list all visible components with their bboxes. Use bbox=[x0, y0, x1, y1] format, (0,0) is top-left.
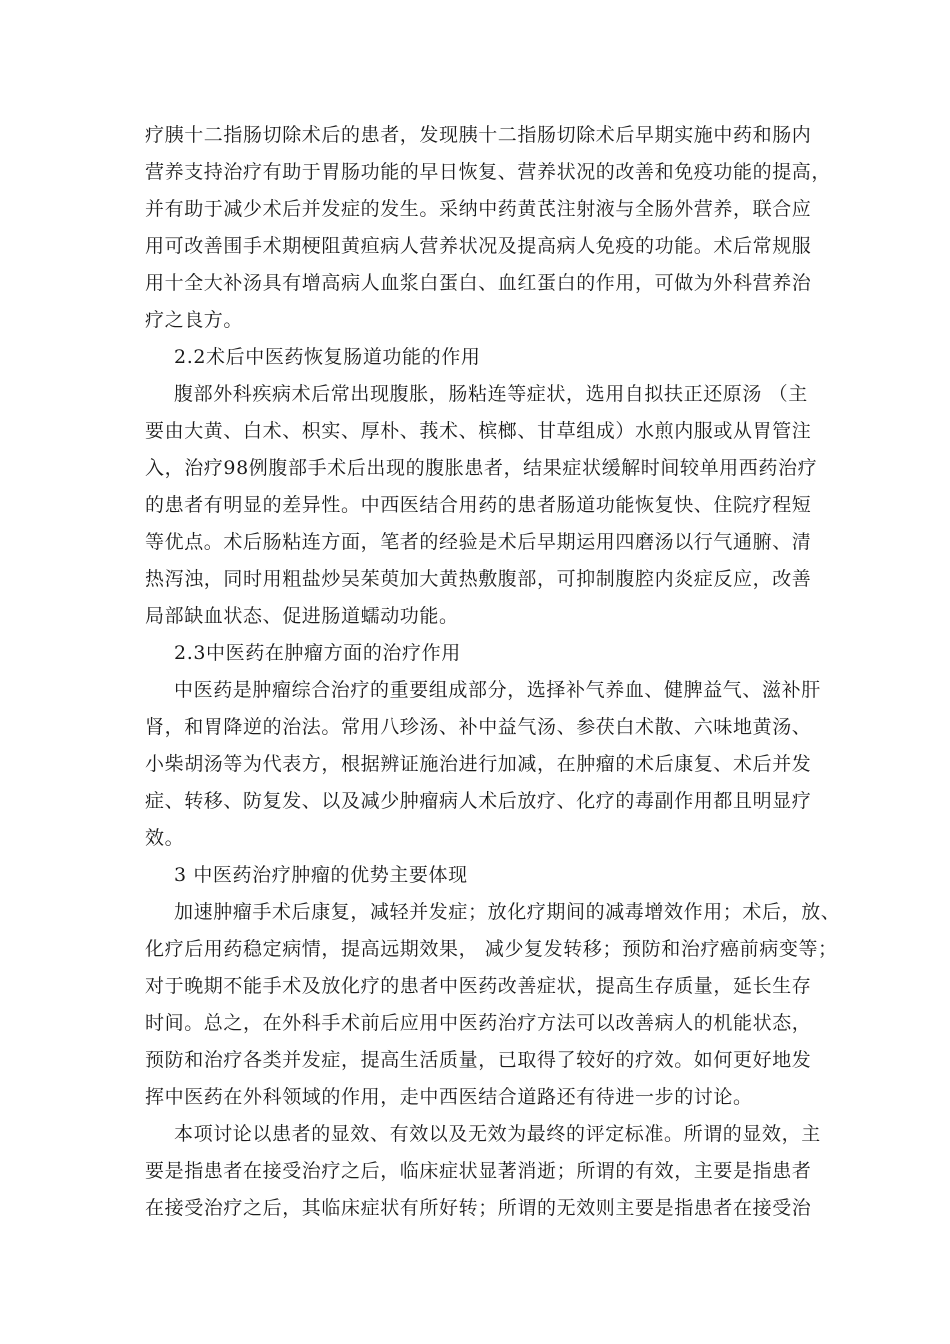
section-heading: 2.2术后中医药恢复肠道功能的作用 bbox=[174, 346, 481, 368]
body-text-line: 营养支持治疗有助于胃肠功能的早日恢复、营养状况的改善和免疫功能的提高， bbox=[145, 161, 832, 183]
body-text-line: 的患者有明显的差异性。中西医结合用药的患者肠道功能恢复快、住院疗程短 bbox=[145, 494, 812, 516]
body-text-line: 化疗后用药稳定病情，提高远期效果， 减少复发转移；预防和治疗癌前病变等； bbox=[145, 938, 838, 960]
body-text-line: 要是指患者在接受治疗之后，临床症状显著消逝；所谓的有效，主要是指患者 bbox=[145, 1160, 812, 1182]
body-text-line: 中医药是肿瘤综合治疗的重要组成部分，选择补气养血、健脾益气、滋补肝 bbox=[174, 679, 821, 701]
body-text-line: 并有助于减少术后并发症的发生。采纳中药黄芪注射液与全肠外营养，联合应 bbox=[145, 198, 812, 220]
body-text-line: 效。 bbox=[145, 827, 185, 849]
body-text-line: 用可改善围手术期梗阻黄疸病人营养状况及提高病人免疫的功能。术后常规服 bbox=[145, 235, 812, 257]
body-text-line: 疗胰十二指肠切除术后的患者，发现胰十二指肠切除术后早期实施中药和肠内 bbox=[145, 124, 812, 146]
body-text-line: 加速肿瘤手术后康复，减轻并发症；放化疗期间的减毒增效作用；术后，放、 bbox=[174, 901, 841, 923]
body-text-line: 用十全大补汤具有增高病人血浆白蛋白、血红蛋白的作用，可做为外科营养治 bbox=[145, 272, 812, 294]
body-text-line: 小柴胡汤等为代表方，根据辨证施治进行加减，在肿瘤的术后康复、术后并发 bbox=[145, 753, 812, 775]
body-text-line: 肾，和胃降逆的治法。常用八珍汤、补中益气汤、参茯白术散、六味地黄汤、 bbox=[145, 716, 812, 738]
body-text-line: 入，治疗98例腹部手术后出现的腹胀患者，结果症状缓解时间较单用西药治疗 bbox=[145, 457, 818, 479]
section-heading: 3 中医药治疗肿瘤的优势主要体现 bbox=[174, 864, 468, 886]
body-text-line: 疗之良方。 bbox=[145, 309, 244, 331]
body-text-line: 时间。总之，在外科手术前后应用中医药治疗方法可以改善病人的机能状态， bbox=[145, 1012, 812, 1034]
body-text-line: 要由大黄、白术、枳实、厚朴、莪术、槟榔、甘草组成）水煎内服或从胃管注 bbox=[145, 420, 812, 442]
body-text-line: 在接受治疗之后，其临床症状有所好转；所谓的无效则主要是指患者在接受治 bbox=[145, 1197, 812, 1219]
body-text-line: 局部缺血状态、促进肠道蠕动功能。 bbox=[145, 605, 459, 627]
body-text-line: 腹部外科疾病术后常出现腹胀，肠粘连等症状，选用自拟扶正还原汤 （主 bbox=[174, 383, 808, 405]
section-heading: 2.3中医药在肿瘤方面的治疗作用 bbox=[174, 642, 461, 664]
body-text-line: 症、转移、防复发、以及减少肿瘤病人术后放疗、化疗的毒副作用都且明显疗 bbox=[145, 790, 812, 812]
body-text-line: 等优点。术后肠粘连方面，笔者的经验是术后早期运用四磨汤以行气通腑、清 bbox=[145, 531, 812, 553]
body-text-line: 本项讨论以患者的显效、有效以及无效为最终的评定标准。所谓的显效，主 bbox=[174, 1123, 821, 1145]
body-text-line: 热泻浊，同时用粗盐炒吴茱萸加大黄热敷腹部，可抑制腹腔内炎症反应，改善 bbox=[145, 568, 812, 590]
body-text-line: 挥中医药在外科领域的作用，走中西医结合道路还有待进一步的讨论。 bbox=[145, 1086, 753, 1108]
body-text-line: 预防和治疗各类并发症，提高生活质量，已取得了较好的疗效。如何更好地发 bbox=[145, 1049, 812, 1071]
body-text-line: 对于晚期不能手术及放化疗的患者中医药改善症状，提高生存质量，延长生存 bbox=[145, 975, 812, 997]
